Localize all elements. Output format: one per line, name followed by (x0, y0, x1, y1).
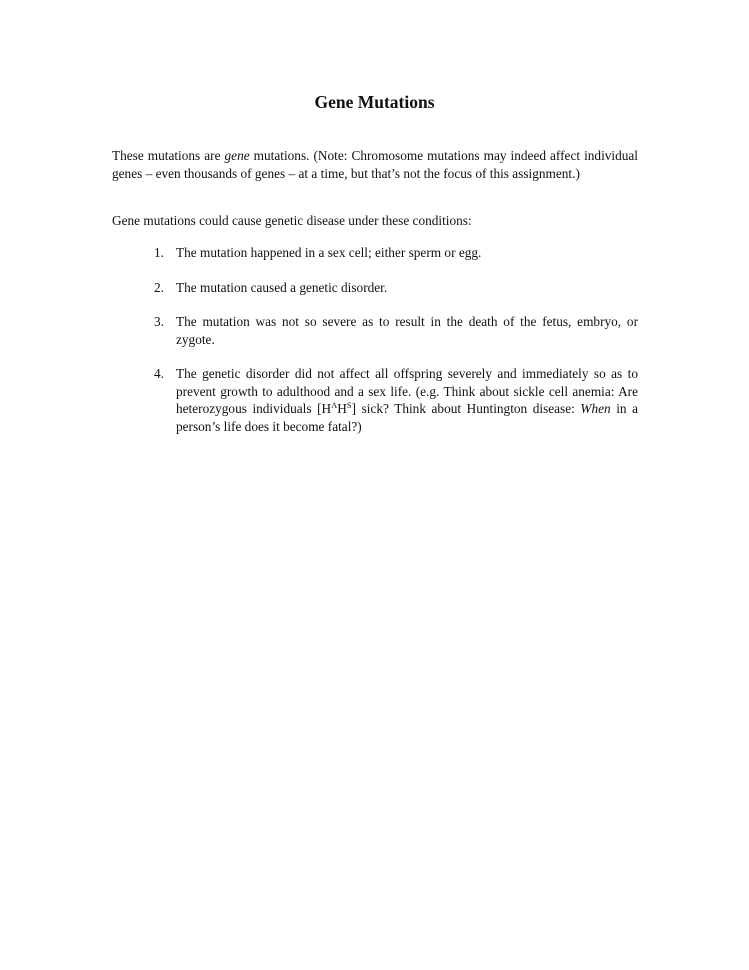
intro-paragraph (112, 147, 638, 182)
list-item-number: 1. (154, 245, 164, 260)
list-item-number: 2. (154, 279, 164, 295)
allele-superscript: S (346, 400, 352, 410)
conditions-list (154, 244, 638, 452)
list-item (154, 313, 638, 348)
list-item (154, 365, 638, 435)
intro-emphasis: gene (224, 148, 250, 163)
list-item (154, 279, 638, 297)
intro-text-2: mutations. (Note: Chromosome mutations may indeed affect individual genes – even thousands of genes – at a time, but that’s not the focus of this assignment.) (112, 148, 638, 181)
intro-text-1: These mutations are (112, 148, 225, 163)
list-item-text-part: The genetic disorder did not affect all offspring severely and immediately so as to prevent growth to adulthood and a sex life. (e.g. Think about sickle cell anemia: Are heterozygous individuals [H (176, 366, 638, 416)
list-item-number: 3. (154, 314, 164, 329)
allele-superscript: A (331, 400, 338, 410)
list-item-text-part: ] sick? Think about Huntington disease: (351, 401, 581, 416)
list-item-text-part: H (337, 401, 347, 416)
list-item-text (176, 365, 638, 435)
list-item-text: The mutation was not so severe as to result in the death of the fetus, embryo, or zygote. (176, 314, 638, 347)
conditions-lead: Gene mutations could cause genetic disease under these conditions: (112, 213, 472, 228)
list-item-number: 4. (154, 366, 164, 381)
list-item-text: The mutation caused a genetic disorder. (176, 279, 388, 295)
document-title: Gene Mutations (314, 92, 435, 112)
list-item-emphasis: When (580, 401, 611, 416)
list-item-text-part: in a person’s life does it become fatal?) (176, 401, 638, 434)
list-item-text: The mutation happened in a sex cell; either sperm or egg. (176, 245, 482, 260)
list-item (154, 244, 638, 262)
